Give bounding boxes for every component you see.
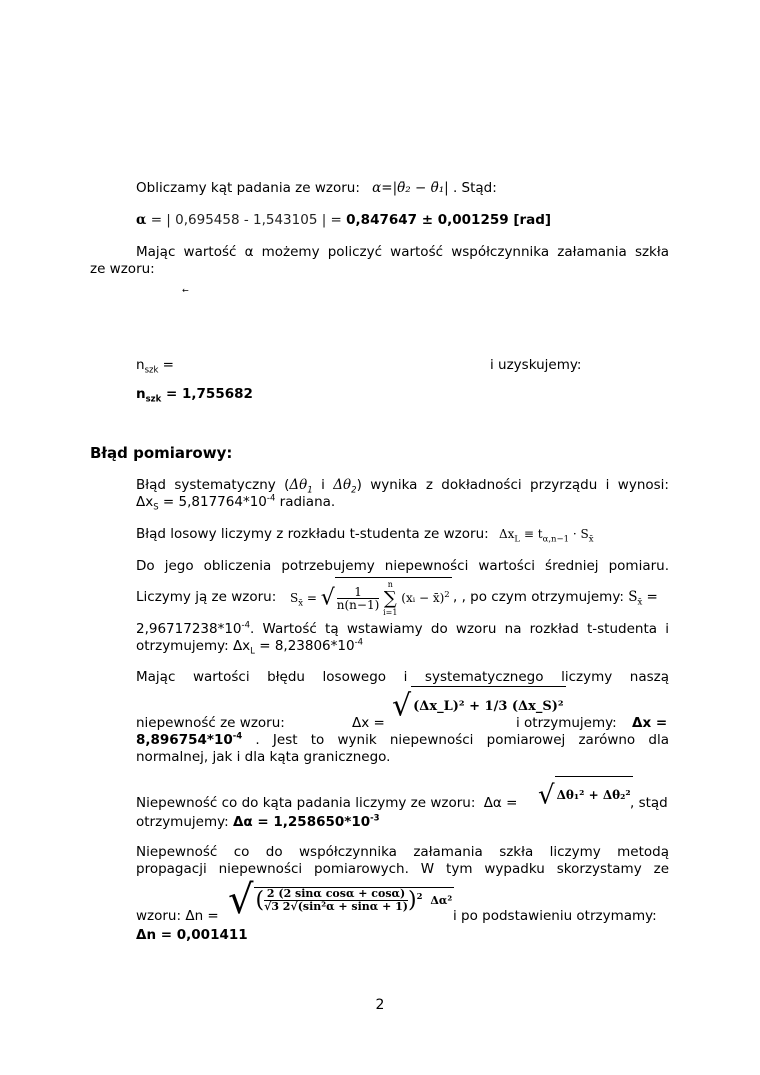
alpha-line xyxy=(136,212,551,229)
and-text: i xyxy=(312,477,334,493)
sqrt-sign-2: √ xyxy=(392,688,412,724)
nszk-line xyxy=(136,357,174,374)
refraction-intro-1: Mając wartość α możemy policzyć wartość współczynnika załamania szkła xyxy=(136,244,669,260)
nszk-result-line xyxy=(136,386,253,403)
sx-frac-num: 1 xyxy=(337,586,380,599)
n-err-text-b: i po podstawieniu otrzymamy: xyxy=(453,908,657,924)
random-line xyxy=(136,526,594,543)
theta2-symbol: Δθ xyxy=(333,477,352,493)
paren-close: ) xyxy=(408,888,417,913)
mean-line-2b: , , po czym otrzymujemy: $S_{x̄}$ = xyxy=(453,589,658,608)
n-err-formula xyxy=(228,878,454,922)
sx-value: 2,96717238*10 xyxy=(136,621,242,637)
delta-alpha-exp: -3 xyxy=(370,813,380,824)
alpha-symbol: α xyxy=(136,212,147,228)
sx-result: S xyxy=(628,589,638,605)
sx-result-sub: x̄ xyxy=(637,597,643,608)
n-err-fraction xyxy=(264,888,408,913)
section-heading: Błąd pomiarowy: xyxy=(90,444,233,462)
random-formula-t-sub: α,n−1 xyxy=(542,534,570,545)
dx-result-exp: -4 xyxy=(232,731,243,742)
nszk-eq: = xyxy=(158,357,174,373)
random-formula xyxy=(498,527,594,545)
sx-term: (xᵢ − x̄) xyxy=(401,591,445,605)
n-err-tail: Δα² xyxy=(430,893,453,907)
dxl-sub: L xyxy=(250,646,255,657)
n-err-den: √3 2√(sin²α + sinα + 1) xyxy=(264,900,408,913)
paren-open: ( xyxy=(255,888,265,913)
sigma: ∑ xyxy=(383,587,397,609)
combined-line-3 xyxy=(136,732,669,749)
dxl-value: = 8,23806*10 xyxy=(254,638,355,654)
theta1-symbol: Δθ xyxy=(289,477,308,493)
dxs-sub: S xyxy=(153,502,159,513)
mean-line-1: Do jego obliczenia potrzebujemy niepewności wartości średniej pomiaru. xyxy=(136,558,669,574)
page-number: 2 xyxy=(375,997,385,1013)
n-err-label: wzoru: Δn = xyxy=(136,908,219,924)
n-err-line-1: Niepewność co do współczynnika załamania szkła liczymy metodą xyxy=(136,844,669,860)
mean-line-3 xyxy=(136,621,669,638)
angle-err-line-2 xyxy=(136,814,380,831)
angle-intro-line xyxy=(136,180,497,197)
radiana-text: radiana. xyxy=(275,494,336,510)
angle-err-line-1 xyxy=(136,795,517,812)
mean-text-b: , po czym otrzymujemy: xyxy=(461,589,624,605)
systematic-line-1 xyxy=(136,477,669,494)
theta1-sub: 1 xyxy=(307,485,313,496)
dxs-symbol: Δx xyxy=(136,494,154,510)
sqrt-sign-4: √ xyxy=(228,877,254,923)
angle-intro-text: Obliczamy kąt padania ze wzoru: xyxy=(136,180,360,196)
n-err-line-2: propagacji niepewności pomiarowych. W tym wypadku skorzystamy ze xyxy=(136,861,669,877)
sx-frac-den: n(n−1) xyxy=(336,598,380,612)
sqrt-body xyxy=(335,577,452,619)
angle-err-formula xyxy=(538,776,633,814)
sx-result-eq: = xyxy=(642,589,658,605)
refraction-intro-2: ze wzoru: xyxy=(90,261,155,277)
mean-text-c: . Wartość tą wstawiamy do wzoru na rozkład t-studenta i xyxy=(250,621,669,637)
angle-err-stad: , stąd xyxy=(630,795,668,811)
sx-lhs: S xyxy=(290,591,299,605)
theta2-sub: 2 xyxy=(351,485,357,496)
n-err-formula-body xyxy=(254,887,455,913)
sx-formula: $S_{x̄}$ = √ $\frac{1}{n(n-1)}$ n ∑ i=1 (xᵢ − x̄)$^2$ xyxy=(290,577,452,619)
n-err-square: 2 xyxy=(416,891,423,902)
dxl-label: otrzymujemy: Δx xyxy=(136,638,251,654)
delta-alpha-result: Δα = 1,258650*10 xyxy=(232,814,371,830)
dx-result: 8,896754*10 xyxy=(136,732,233,748)
combined-label: niepewność ze wzoru: xyxy=(136,715,285,731)
n-err-result: Δn = 0,001411 xyxy=(136,927,248,943)
combined-text-d: Δx = xyxy=(632,715,668,731)
nszk-result-value: = 1,755682 xyxy=(161,386,253,402)
random-formula-dx: Δx xyxy=(498,527,515,541)
combined-text-e: . Jest to wynik niepewności pomiarowej zarówno dla xyxy=(242,732,669,748)
n-err-num: 2 (2 sinα cosα + cosα) xyxy=(264,888,408,901)
mean-text-a: Liczymy ją ze wzoru: xyxy=(136,589,277,605)
random-formula-s: · S xyxy=(569,527,589,541)
sum-top: n xyxy=(387,579,393,589)
angle-formula: α=|θ̄₂ − θ̄₁| xyxy=(372,180,449,196)
random-formula-t: ≡ t xyxy=(520,527,543,541)
combined-text-c: i otrzymujemy: xyxy=(516,715,617,731)
uzyskujemy-text: i uzyskujemy: xyxy=(490,357,582,373)
sqrt-sign: √ xyxy=(320,585,335,611)
random-formula-sub: L xyxy=(514,534,521,545)
mean-line-4 xyxy=(136,638,363,655)
dxs-value: = 5,817764*10 xyxy=(158,494,267,510)
angle-err-text: Niepewność co do kąta padania liczymy ze wzoru: xyxy=(136,795,476,811)
mean-line-2 xyxy=(136,589,276,606)
combined-line-1: Mając wartości błędu losowego i systematycznego liczymy naszą xyxy=(136,669,669,685)
alpha-expression: = | 0,695458 - 1,543105 | = xyxy=(150,212,342,228)
dxl-exp: -4 xyxy=(354,637,364,648)
angle-after-text: . Stąd: xyxy=(452,180,497,196)
sx-fraction xyxy=(337,586,380,611)
systematic-text-b: ) wynika z dokładności przyrządu i wynosi: xyxy=(356,477,669,493)
nszk-label: n xyxy=(136,357,145,373)
combined-dx-label: Δx = xyxy=(352,715,385,731)
nszk-sub: szk xyxy=(144,365,159,376)
delta-alpha-label: Δα = xyxy=(483,795,518,811)
systematic-line-2 xyxy=(136,494,335,511)
sum-symbol xyxy=(383,579,397,619)
angle-err-otrzymujemy: otrzymujemy: xyxy=(136,814,229,830)
small-mark: ← xyxy=(182,286,189,295)
sx-value-exp: -4 xyxy=(241,620,251,631)
random-formula-xbar-sub: x̄ xyxy=(588,534,594,545)
sx-lhs-sub: x̄ xyxy=(298,598,304,609)
sx-power: 2 xyxy=(444,590,450,600)
dxs-exp: -4 xyxy=(266,493,276,504)
systematic-text-a: Błąd systematyczny ( xyxy=(136,477,290,493)
combined-line-4: normalnej, jak i dla kąta granicznego. xyxy=(136,749,391,765)
random-text: Błąd losowy liczymy z rozkładu t-studenta ze wzoru: xyxy=(136,526,489,542)
sum-bottom: i=1 xyxy=(383,607,398,617)
combined-formula-body: (Δx_L)² + 1/3 (Δx_S)² xyxy=(411,686,566,727)
sqrt-sign-3: √ xyxy=(538,780,555,811)
nszk-result-sub: szk xyxy=(145,394,162,405)
nszk-result-label: n xyxy=(136,386,146,402)
alpha-result: 0,847647 ± 0,001259 [rad] xyxy=(346,212,552,228)
angle-err-formula-body: Δθ₁² + Δθ₂² xyxy=(555,776,633,813)
